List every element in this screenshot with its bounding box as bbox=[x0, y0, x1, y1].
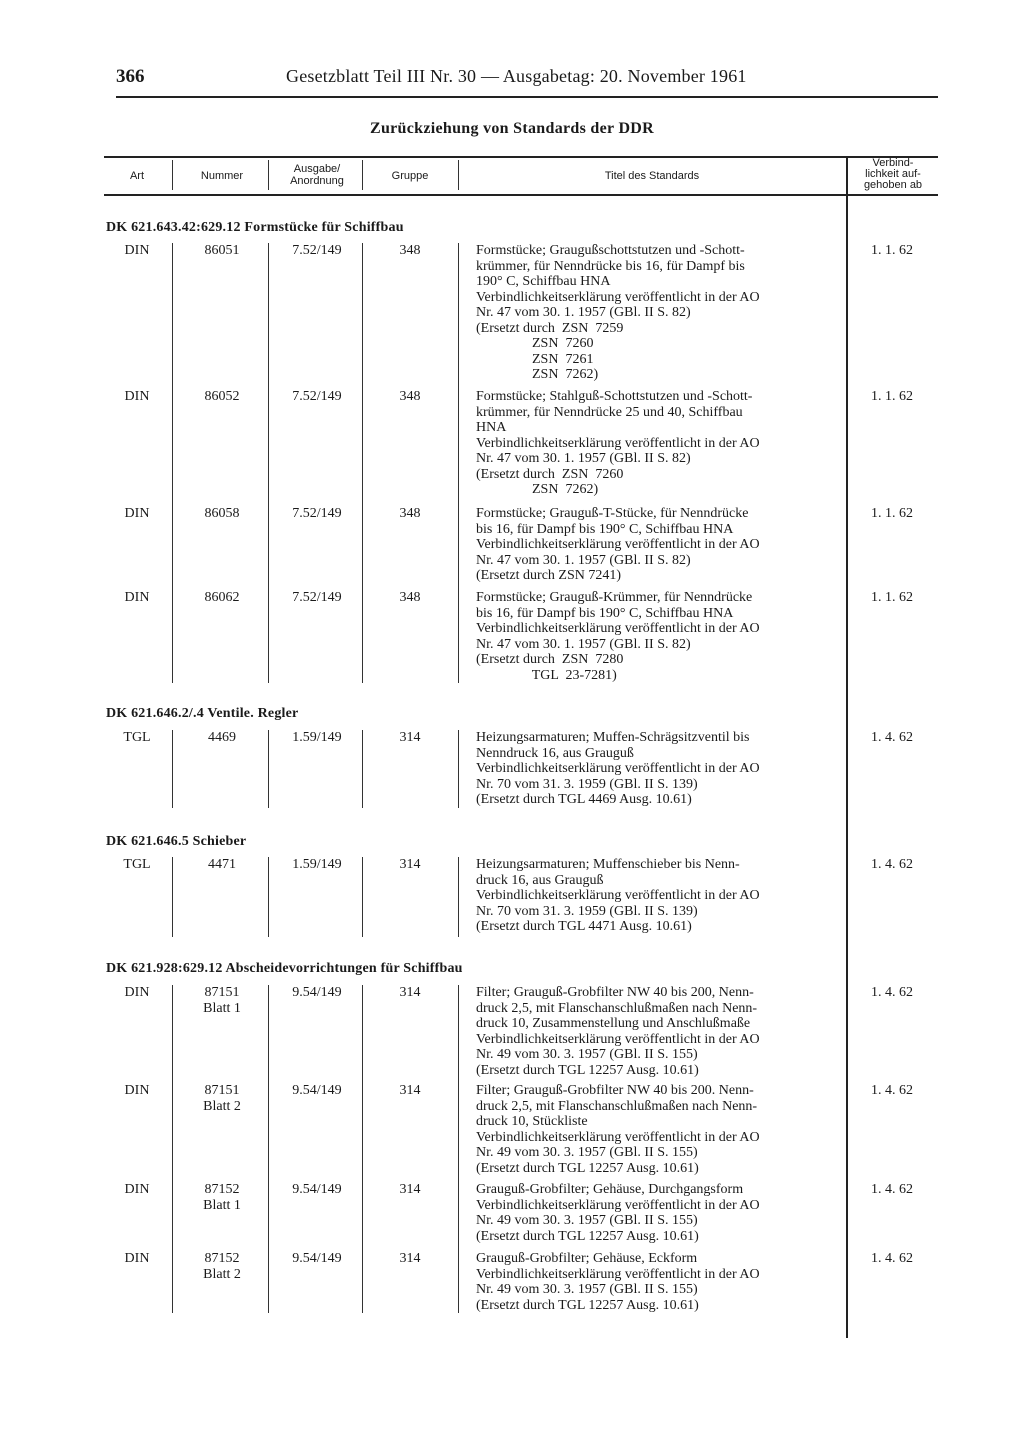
verbindlich-column-rule bbox=[846, 158, 848, 1338]
column-header-verbindlich: Verbind- lichkeit auf- gehoben ab bbox=[863, 157, 923, 191]
section-heading: DK 621.646.2/.4 Ventile. Regler bbox=[106, 706, 299, 721]
cell-nummer: 4471 bbox=[208, 857, 236, 872]
cell-art: DIN bbox=[124, 1182, 150, 1197]
cell-ausgabe: 9.54/149 bbox=[292, 1083, 342, 1098]
cell-nummer: 86051 bbox=[204, 243, 240, 258]
column-rule bbox=[362, 243, 363, 683]
cell-art: TGL bbox=[123, 730, 151, 745]
cell-gruppe: 348 bbox=[399, 506, 421, 521]
cell-verbindlich: 1. 4. 62 bbox=[871, 1182, 913, 1197]
column-rule bbox=[458, 730, 459, 808]
cell-ausgabe: 7.52/149 bbox=[292, 506, 342, 521]
cell-titel: Heizungsarmaturen; Muffenschieber bis Nenn- druck 16, aus Grauguß Verbindlichkeitserklärung veröffentlicht in der AO Nr. 70 vom 31. 3. 1959 (GBl. II S. 139) (Ersetzt durch TGL 4471 Ausg. 10.61) bbox=[476, 857, 760, 934]
cell-titel: Formstücke; Grauguß-T-Stücke, für Nenndrücke bis 16, für Dampf bis 190° C, Schiffbau HNA Verbindlichkeitserklärung veröffentlicht in der AO Nr. 47 vom 30. 1. 1957 (GBl. II S. 82) (Ersetzt durch ZSN 7241) bbox=[476, 506, 760, 583]
column-rule bbox=[172, 730, 173, 808]
section-heading: DK 621.646.5 Schieber bbox=[106, 834, 247, 849]
column-header-ausgabe: Ausgabe/ Anordnung bbox=[290, 163, 344, 187]
cell-ausgabe: 7.52/149 bbox=[292, 389, 342, 404]
cell-titel: Heizungsarmaturen; Muffen-Schrägsitzventil bis Nenndruck 16, aus Grauguß Verbindlichkeitserklärung veröffentlicht in der AO Nr. 70 vom 31. 3. 1959 (GBl. II S. 139) (Ersetzt durch TGL 4469 Ausg. 10.61) bbox=[476, 730, 760, 807]
cell-verbindlich: 1. 4. 62 bbox=[871, 730, 913, 745]
cell-nummer: 87152 Blatt 1 bbox=[203, 1182, 241, 1213]
section-heading: DK 621.928:629.12 Abscheidevorrichtungen für Schiffbau bbox=[106, 961, 463, 976]
column-rule bbox=[458, 857, 459, 937]
cell-ausgabe: 1.59/149 bbox=[292, 730, 342, 745]
gazette-title: Gesetzblatt Teil III Nr. 30 — Ausgabetag: 20. November 1961 bbox=[286, 66, 747, 86]
column-rule bbox=[362, 730, 363, 808]
cell-titel: Formstücke; Graugußschottstutzen und -Schott- krümmer, für Nenndrücke bis 16, für Dampf bis 190° C, Schiffbau HNA Verbindlichkeitserklärung veröffentlicht in der AO Nr. 47 vom 30. 1. 1957 (GBl. II S. 82) (Ersetzt durch ZSN 7259 ZSN 7260 ZSN 7261 ZSN 7262) bbox=[476, 243, 760, 382]
cell-gruppe: 314 bbox=[399, 1251, 421, 1266]
cell-gruppe: 348 bbox=[399, 389, 421, 404]
cell-nummer: 86052 bbox=[204, 389, 240, 404]
cell-art: DIN bbox=[124, 389, 150, 404]
cell-art: DIN bbox=[124, 590, 150, 605]
cell-verbindlich: 1. 1. 62 bbox=[871, 506, 913, 521]
cell-art: DIN bbox=[124, 243, 150, 258]
cell-gruppe: 314 bbox=[399, 730, 421, 745]
cell-nummer: 87151 Blatt 1 bbox=[203, 985, 241, 1016]
column-rule bbox=[268, 243, 269, 683]
cell-titel: Filter; Grauguß-Grobfilter NW 40 bis 200. Nenn- druck 2,5, mit Flanschanschlußmaßen nach Nenn- druck 10, Stückliste Verbindlichkeitserklärung veröffentlicht in der AO Nr. 49 vom 30. 3. 1957 (GBl. II S. 155) (Ersetzt durch TGL 12257 Ausg. 10.61) bbox=[476, 1083, 760, 1176]
cell-ausgabe: 9.54/149 bbox=[292, 1182, 342, 1197]
cell-art: DIN bbox=[124, 1251, 150, 1266]
cell-art: TGL bbox=[123, 857, 151, 872]
cell-titel: Formstücke; Grauguß-Krümmer, für Nenndrücke bis 16, für Dampf bis 190° C, Schiffbau HNA Verbindlichkeitserklärung veröffentlicht in der AO Nr. 47 vom 30. 1. 1957 (GBl. II S. 82) (Ersetzt durch ZSN 7280 TGL 23-7281) bbox=[476, 590, 760, 683]
column-rule bbox=[172, 985, 173, 1313]
cell-nummer: 86058 bbox=[204, 506, 240, 521]
column-header-gruppe: Gruppe bbox=[391, 170, 429, 182]
header-divider bbox=[458, 160, 459, 190]
cell-art: DIN bbox=[124, 1083, 150, 1098]
cell-titel: Formstücke; Stahlguß-Schottstutzen und -Schott- krümmer, für Nenndrücke 25 und 40, Schiffbau HNA Verbindlichkeitserklärung veröffentlicht in der AO Nr. 47 vom 30. 1. 1957 (GBl. II S. 82) (Ersetzt durch ZSN 7260 ZSN 7262) bbox=[476, 389, 760, 497]
cell-nummer: 87152 Blatt 2 bbox=[203, 1251, 241, 1282]
column-rule bbox=[268, 985, 269, 1313]
page-number: 366 bbox=[116, 66, 145, 87]
cell-nummer: 87151 Blatt 2 bbox=[203, 1083, 241, 1114]
cell-art: DIN bbox=[124, 506, 150, 521]
cell-verbindlich: 1. 1. 62 bbox=[871, 590, 913, 605]
cell-verbindlich: 1. 4. 62 bbox=[871, 985, 913, 1000]
cell-titel: Grauguß-Grobfilter; Gehäuse, Durchgangsform Verbindlichkeitserklärung veröffentlicht in der AO Nr. 49 vom 30. 3. 1957 (GBl. II S. 155) (Ersetzt durch TGL 12257 Ausg. 10.61) bbox=[476, 1182, 760, 1244]
cell-gruppe: 348 bbox=[399, 243, 421, 258]
column-rule bbox=[362, 857, 363, 937]
column-rule bbox=[268, 730, 269, 808]
cell-ausgabe: 1.59/149 bbox=[292, 857, 342, 872]
cell-verbindlich: 1. 4. 62 bbox=[871, 1251, 913, 1266]
header-divider bbox=[172, 160, 173, 190]
cell-verbindlich: 1. 1. 62 bbox=[871, 243, 913, 258]
cell-ausgabe: 7.52/149 bbox=[292, 590, 342, 605]
cell-gruppe: 314 bbox=[399, 985, 421, 1000]
header-divider bbox=[268, 160, 269, 190]
cell-ausgabe: 9.54/149 bbox=[292, 985, 342, 1000]
cell-nummer: 86062 bbox=[204, 590, 240, 605]
column-rule bbox=[172, 243, 173, 683]
cell-verbindlich: 1. 4. 62 bbox=[871, 857, 913, 872]
column-rule bbox=[362, 985, 363, 1313]
column-header-art: Art bbox=[129, 170, 145, 182]
cell-art: DIN bbox=[124, 985, 150, 1000]
column-header-nummer: Nummer bbox=[200, 170, 244, 182]
cell-gruppe: 348 bbox=[399, 590, 421, 605]
cell-gruppe: 314 bbox=[399, 857, 421, 872]
table-header-bottom-rule bbox=[104, 194, 938, 196]
column-rule bbox=[458, 985, 459, 1313]
cell-ausgabe: 7.52/149 bbox=[292, 243, 342, 258]
cell-gruppe: 314 bbox=[399, 1083, 421, 1098]
column-rule bbox=[458, 243, 459, 683]
cell-titel: Grauguß-Grobfilter; Gehäuse, Eckform Verbindlichkeitserklärung veröffentlicht in der AO Nr. 49 vom 30. 3. 1957 (GBl. II S. 155) (Ersetzt durch TGL 12257 Ausg. 10.61) bbox=[476, 1251, 760, 1313]
section-heading: DK 621.643.42:629.12 Formstücke für Schiffbau bbox=[106, 220, 404, 235]
page-header bbox=[116, 66, 938, 98]
cell-gruppe: 314 bbox=[399, 1182, 421, 1197]
cell-verbindlich: 1. 4. 62 bbox=[871, 1083, 913, 1098]
column-rule bbox=[268, 857, 269, 937]
header-divider bbox=[362, 160, 363, 190]
column-rule bbox=[172, 857, 173, 937]
document-title: Zurückziehung von Standards der DDR bbox=[369, 120, 655, 137]
cell-titel: Filter; Grauguß-Grobfilter NW 40 bis 200, Nenn- druck 2,5, mit Flanschanschlußmaßen nach Nenn- druck 10, Zusammenstellung und Anschlußmaße Verbindlichkeitserklärung veröffentlicht in der AO Nr. 49 vom 30. 3. 1957 (GBl. II S. 155) (Ersetzt durch TGL 12257 Ausg. 10.61) bbox=[476, 985, 760, 1078]
cell-nummer: 4469 bbox=[208, 730, 236, 745]
column-header-titel: Titel des Standards bbox=[604, 170, 700, 182]
table-header-top-rule bbox=[104, 156, 938, 158]
cell-ausgabe: 9.54/149 bbox=[292, 1251, 342, 1266]
cell-verbindlich: 1. 1. 62 bbox=[871, 389, 913, 404]
